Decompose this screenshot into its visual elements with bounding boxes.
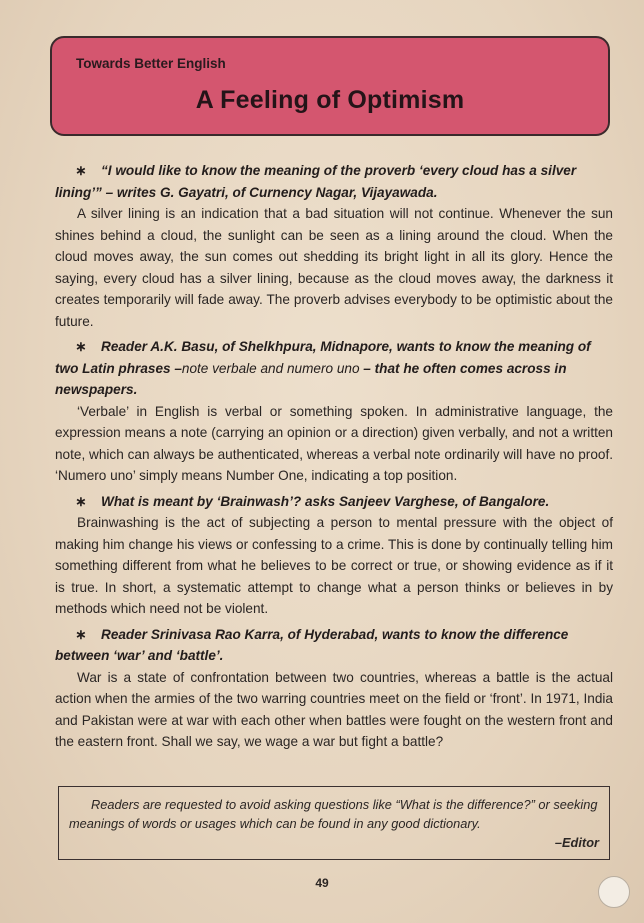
page-number: 49	[315, 876, 329, 890]
answer	[55, 203, 613, 332]
question-text: Reader A.K. Basu, of Shelkhpura, Midnapore, wants to know the meaning of two Latin phrases –	[55, 339, 591, 376]
notice-text: Readers are requested to avoid asking questions like “What is the difference?” or seeking meanings of words or usages which can be found in any good dictionary.	[69, 797, 598, 831]
watermark-logo-icon	[598, 876, 630, 908]
answer-text: Brainwashing is the act of subjecting a person to mental pressure with the object of making him change his views or confessing to a crime. This is done by continually telling him something different from what he believes to be correct or true, or showing evidence as if it is true. In short, a systematic attempt to change what a person thinks or believes in by methods which need not be violent.	[55, 515, 613, 616]
bullet-star-icon: ∗	[75, 626, 87, 642]
question	[55, 624, 613, 667]
question-text: What is meant by ‘Brainwash’? asks Sanjeev Varghese, of Bangalore.	[101, 493, 550, 509]
question-text: Reader Srinivasa Rao Karra, of Hyderabad, wants to know the difference between ‘war’ and ‘battle’.	[55, 626, 569, 663]
series-title: Towards Better English	[76, 56, 226, 71]
question-text-end: – that he often comes across in newspapers.	[55, 360, 567, 397]
page-title: A Feeling of Optimism	[195, 86, 465, 114]
qa-item	[55, 160, 613, 332]
qa-item	[55, 624, 613, 753]
question-text: “I would like to know the meaning of the proverb ‘every cloud has a silver lining’” – writes G. Gayatri, of Curnency Nagar, Vijayawada.	[55, 163, 577, 200]
qa-item	[55, 336, 613, 487]
qa-item	[55, 491, 613, 620]
question	[55, 336, 613, 401]
question	[55, 160, 613, 203]
bullet-star-icon: ∗	[75, 163, 87, 178]
article-body	[55, 160, 613, 757]
question-phrases: note verbale and numero uno	[181, 360, 360, 376]
editor-signature: –Editor	[554, 835, 599, 850]
editor-notice-box	[58, 786, 610, 860]
answer	[55, 512, 613, 620]
title-banner	[50, 36, 610, 136]
bullet-star-icon: ∗	[75, 493, 87, 509]
question	[55, 491, 613, 513]
answer-text: A silver lining is an indication that a bad situation will not continue. Whenever the sun shines behind a cloud, the sunlight can be seen as a lining around the cloud. When the cloud moves away, the sun comes out shedding its bright light in all its glory. Hence the saying, every cloud has a silver lining, because as the cloud moves away, the darkness it creates temporarily will fade away. The proverb advises everybody to be optimistic about the future.	[55, 206, 613, 329]
answer-text: War is a state of confrontation between two countries, whereas a battle is the actual action when the armies of the two warring countries meet on the field or ‘front’. In 1971, India and Pakistan were at war with each other when battles were fought on the western front and the eastern front. Shall we say, we wage a war but fight a battle?	[55, 669, 613, 749]
answer	[55, 667, 613, 753]
bullet-star-icon: ∗	[75, 339, 87, 354]
answer	[55, 401, 613, 487]
answer-text: ‘Verbale’ in English is verbal or something spoken. In administrative language, the expression means a note (carrying an opinion or a direction) given verbally, and not a written note, which can always be authenticated, whereas a verbal note ordinarily will have no proof. ‘Numero uno’ simply means Number One, indicating a top position.	[55, 403, 613, 483]
